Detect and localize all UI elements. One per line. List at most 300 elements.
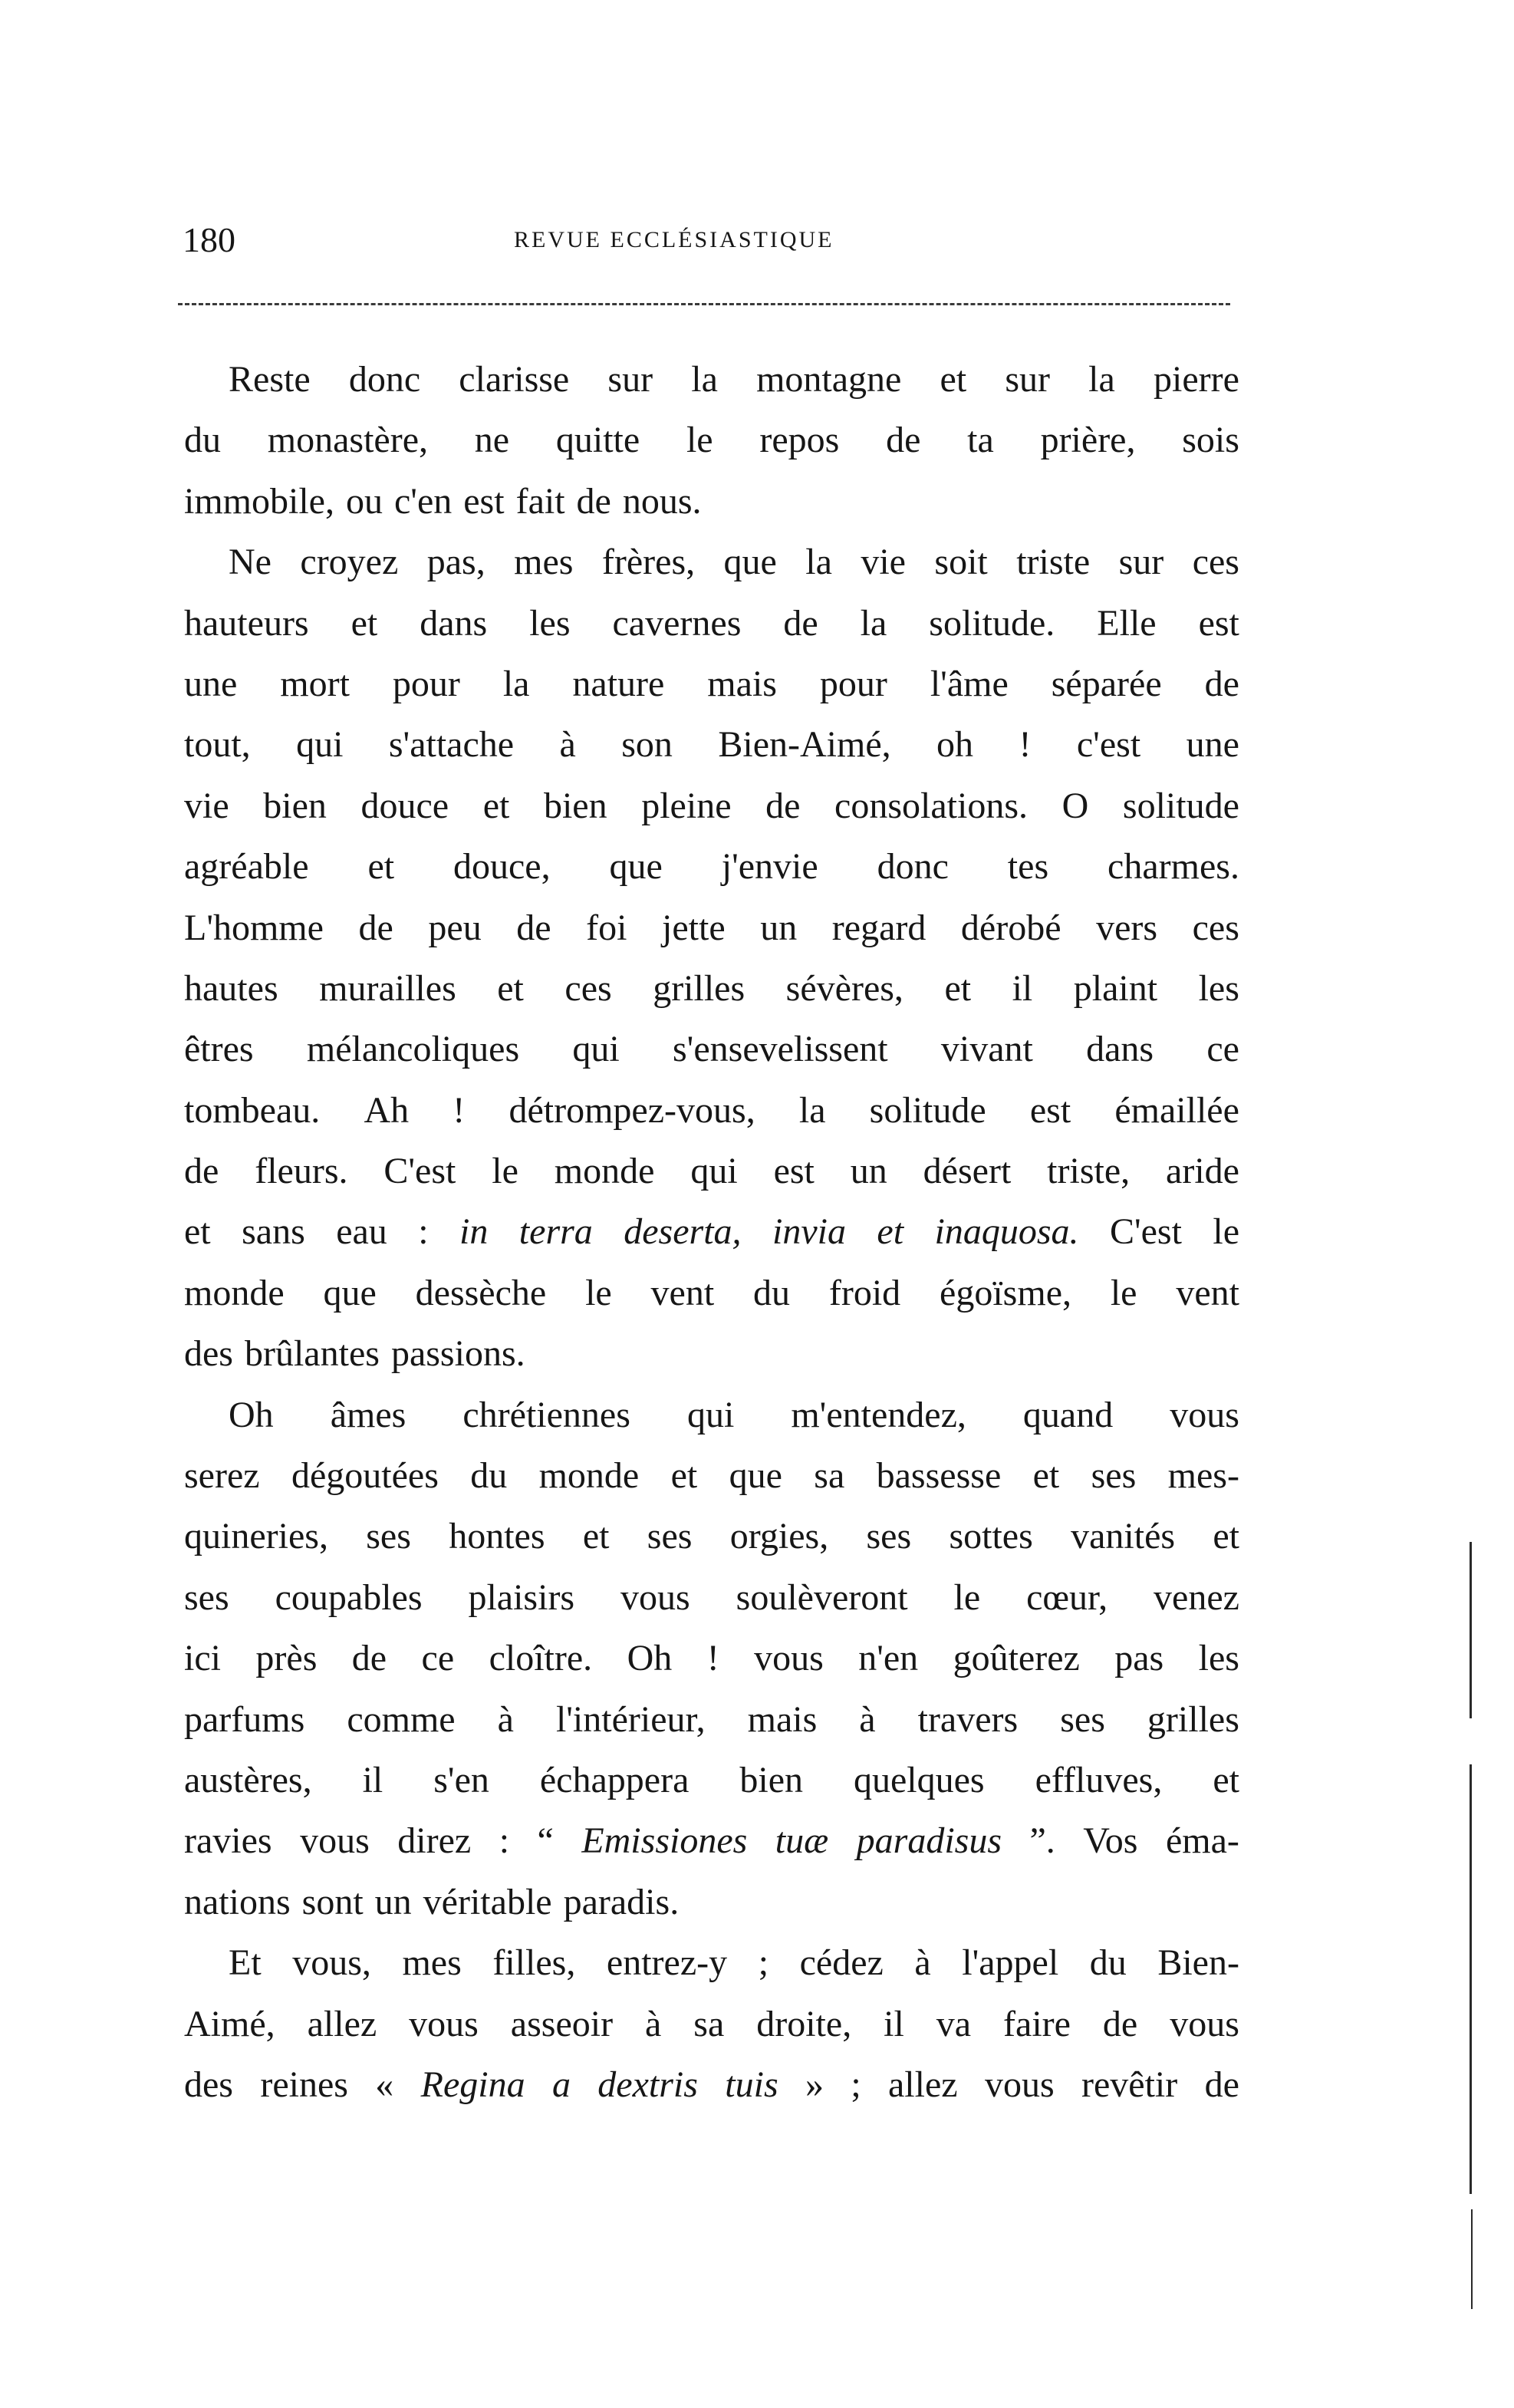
text-line [184, 958, 1239, 1019]
word: que [723, 542, 777, 583]
word: et [351, 602, 378, 644]
word: ou [345, 480, 383, 522]
word: échappera [539, 1759, 690, 1800]
word: s'en [433, 1759, 489, 1800]
word: émaillée [1114, 1089, 1239, 1131]
italic-word: tuæ [775, 1820, 829, 1862]
word: est [463, 480, 505, 522]
word: vous [1170, 1394, 1239, 1435]
word: vers [1096, 907, 1158, 948]
word: un [850, 1151, 887, 1192]
text-line [184, 776, 1239, 836]
word: sont [301, 1881, 364, 1922]
word: et [184, 1211, 211, 1253]
word: de [886, 420, 921, 461]
word: ses [366, 1516, 411, 1557]
word: des [184, 1333, 233, 1375]
word: désert [923, 1151, 1012, 1192]
word: l'âme [930, 663, 1009, 704]
word: solitude. [929, 602, 1055, 644]
word: ! [1019, 724, 1032, 766]
text-line [184, 1263, 1239, 1323]
word: fleurs. [255, 1151, 348, 1192]
word: faire [1003, 2003, 1071, 2044]
word: bien [263, 785, 327, 826]
text-line [184, 1567, 1239, 1628]
word: chrétiennes [462, 1394, 630, 1435]
word: serez [184, 1455, 260, 1497]
word: et [1213, 1516, 1239, 1557]
word: prière, [1040, 420, 1136, 461]
word: O [1061, 785, 1089, 826]
word: quitte [555, 420, 640, 461]
word: bien [543, 785, 607, 826]
word: ces [1192, 542, 1239, 583]
word: de [351, 1638, 387, 1679]
word: nous. [622, 480, 702, 522]
word: une [184, 663, 238, 704]
word: plaisirs [468, 1576, 575, 1618]
word: travers [917, 1698, 1019, 1740]
margin-scan-mark [1471, 2209, 1473, 2309]
word: de [516, 907, 551, 948]
italic-word: terra [518, 1211, 593, 1253]
word: ne [474, 420, 510, 461]
word: monde [554, 1151, 655, 1192]
word: hontes [449, 1516, 545, 1557]
word: ses [647, 1516, 693, 1557]
word: croyez [300, 542, 399, 583]
word: vous [1170, 2003, 1239, 2044]
word: les [1198, 1638, 1239, 1679]
word: pas, [426, 542, 485, 583]
word: oh [936, 724, 974, 766]
word: montagne [756, 359, 902, 400]
word: ces [564, 967, 612, 1009]
word: est [773, 1151, 815, 1192]
word: : [499, 1820, 510, 1862]
italic-word: paradisus [856, 1820, 1002, 1862]
word: Ah [364, 1089, 410, 1131]
text-line [184, 1323, 1239, 1384]
word: nature [572, 663, 665, 704]
text-line [184, 1810, 1239, 1871]
word: donc [348, 359, 421, 400]
text-line [184, 593, 1239, 654]
word: que [323, 1272, 377, 1313]
word: Bien-Aimé, [718, 724, 891, 766]
word: le [492, 1151, 518, 1192]
word: son [621, 724, 673, 766]
word: vous [754, 1638, 824, 1679]
word: douce [360, 785, 449, 826]
word: pour [392, 663, 460, 704]
italic-word: in [459, 1211, 489, 1253]
word: c'en [393, 480, 453, 522]
text-line [184, 1872, 1239, 1932]
word: ce [1206, 1029, 1239, 1070]
word: de [783, 602, 818, 644]
word: fait [515, 480, 565, 522]
word: à [497, 1698, 514, 1740]
word: égoïsme, [940, 1272, 1071, 1313]
word: sur [1005, 359, 1050, 400]
word: allez [888, 2064, 958, 2105]
text-line [184, 1385, 1239, 1445]
italic-word: a [551, 2064, 571, 2105]
word: parfums [184, 1698, 305, 1740]
word: de [184, 1151, 219, 1192]
text-line [184, 1201, 1239, 1262]
margin-scan-mark [1470, 1764, 1472, 2194]
italic-word: inaquosa. [934, 1211, 1079, 1253]
word: c'est [1076, 724, 1141, 766]
word: mais [707, 663, 777, 704]
word: et [482, 785, 510, 826]
word: austères, [184, 1759, 312, 1800]
word: pleine [641, 785, 732, 826]
word: mélancoliques [306, 1029, 520, 1070]
word: près [255, 1638, 318, 1679]
word: va [936, 2003, 972, 2044]
word: ses [866, 1516, 912, 1557]
word: sévères, [785, 967, 903, 1009]
word: Reste [229, 359, 311, 400]
word: il [362, 1759, 383, 1800]
word: frères, [601, 542, 696, 583]
text-line [184, 898, 1239, 958]
word: goûterez [953, 1638, 1080, 1679]
word: ses [1091, 1455, 1137, 1497]
italic-word: deserta, [624, 1211, 742, 1253]
word: froid [828, 1272, 901, 1313]
word: hauteurs [184, 602, 309, 644]
margin-scan-mark [1470, 1542, 1472, 1718]
word: et [1213, 1759, 1239, 1800]
word: vous [409, 2003, 479, 2044]
word: triste, [1047, 1151, 1131, 1192]
word: Bien- [1157, 1942, 1239, 1984]
word: l'intérieur, [555, 1698, 706, 1740]
word: droite, [756, 2003, 852, 2044]
word: de [765, 785, 801, 826]
word: mes [514, 542, 574, 583]
word: tes [1007, 846, 1049, 888]
text-line [184, 1628, 1239, 1688]
word: hautes [184, 967, 278, 1009]
word: et [497, 967, 524, 1009]
word: séparée [1051, 663, 1162, 704]
word: plaint [1073, 967, 1158, 1009]
word: cœur, [1026, 1576, 1108, 1618]
word: cédez [799, 1942, 884, 1984]
word: sottes [949, 1516, 1033, 1557]
word: les [1198, 967, 1239, 1009]
word: dans [1086, 1029, 1154, 1070]
word: vous [300, 1820, 370, 1862]
word: sa [693, 2003, 725, 2044]
word: du [184, 420, 221, 461]
word: j'envie [721, 846, 818, 888]
word: le [1213, 1211, 1239, 1253]
word: à [559, 724, 576, 766]
word: reines [260, 2064, 348, 2105]
italic-word: Regina [420, 2064, 525, 2105]
word: murailles [319, 967, 456, 1009]
word: à [645, 2003, 662, 2044]
word: vie [861, 542, 906, 583]
text-line [184, 1750, 1239, 1810]
text-line [184, 1689, 1239, 1750]
word: ! [706, 1638, 719, 1679]
text-line [184, 410, 1239, 470]
word: éma- [1165, 1820, 1239, 1862]
word: sans [242, 1211, 305, 1253]
running-title: REVUE ECCLÉSIASTIQUE [514, 227, 834, 252]
word: et [1032, 1455, 1060, 1497]
text-line [184, 1080, 1239, 1141]
word: peu [428, 907, 482, 948]
word: de [358, 907, 393, 948]
word: âmes [330, 1394, 406, 1435]
word: ! [453, 1089, 466, 1131]
word: vent [1176, 1272, 1239, 1313]
word: des [184, 2064, 233, 2105]
text-line [184, 836, 1239, 897]
word: vous [620, 1576, 690, 1618]
word: nations [184, 1881, 291, 1922]
word: n'en [858, 1638, 919, 1679]
word: regard [831, 907, 927, 948]
word: comme [347, 1698, 456, 1740]
word: passions. [390, 1333, 525, 1375]
word: grilles [653, 967, 745, 1009]
word: monastère, [267, 420, 429, 461]
word: m'entendez, [791, 1394, 966, 1435]
word: dessèche [415, 1272, 547, 1313]
word: la [1088, 359, 1115, 400]
word: jette [662, 907, 726, 948]
word: cavernes [612, 602, 742, 644]
word: Aimé, [184, 2003, 275, 2044]
word: effluves, [1035, 1759, 1163, 1800]
word: qui [686, 1394, 735, 1435]
word: une [1186, 724, 1239, 766]
word: et [367, 846, 395, 888]
word: la [691, 359, 718, 400]
word: Oh [229, 1394, 274, 1435]
word: venez [1154, 1576, 1239, 1618]
text-line [184, 2054, 1239, 2115]
word: à [859, 1698, 876, 1740]
word: monde [184, 1272, 285, 1313]
word: : [418, 1211, 429, 1253]
text-line [184, 1994, 1239, 2054]
word: un [374, 1881, 412, 1922]
word: solitude [1122, 785, 1239, 826]
word: donc [877, 846, 949, 888]
word: vent [650, 1272, 715, 1313]
word: s'ensevelissent [673, 1029, 888, 1070]
word: ; [758, 1942, 769, 1984]
body-text [184, 349, 1239, 2115]
word: repos [759, 420, 840, 461]
word: tombeau. [184, 1089, 321, 1131]
word: le [1110, 1272, 1137, 1313]
word: ce [421, 1638, 455, 1679]
word: que [609, 846, 663, 888]
word: brûlantes [244, 1333, 380, 1375]
word: soit [934, 542, 988, 583]
word: ici [184, 1638, 221, 1679]
word: charmes. [1108, 846, 1239, 888]
word: l'appel [962, 1942, 1059, 1984]
word: il [1012, 967, 1033, 1009]
word: vie [184, 785, 229, 826]
word: pas [1114, 1638, 1164, 1679]
page-number: 180 [183, 220, 235, 259]
word: détrompez-vous, [509, 1089, 755, 1131]
word: ces [1192, 907, 1239, 948]
italic-word: et [877, 1211, 904, 1253]
word: tout, [184, 724, 251, 766]
word: ses [1060, 1698, 1105, 1740]
word: quineries, [184, 1516, 328, 1557]
text-line [184, 1932, 1239, 1993]
word: de [1204, 2064, 1239, 2105]
word: mais [747, 1698, 818, 1740]
word: et [940, 359, 967, 400]
word: s'attache [388, 724, 515, 766]
word: monde [538, 1455, 640, 1497]
word: du [470, 1455, 508, 1497]
word: qui [296, 724, 344, 766]
word: vivant [940, 1029, 1033, 1070]
word: dégoutées [291, 1455, 439, 1497]
word: immobile, [184, 480, 334, 522]
word: et [670, 1455, 698, 1497]
word: ; [851, 2064, 861, 2105]
word: pierre [1153, 359, 1239, 400]
word: orgies, [729, 1516, 829, 1557]
word: le [953, 1576, 981, 1618]
header-rule [178, 303, 1230, 305]
word: mes- [1167, 1455, 1239, 1497]
word: quand [1022, 1394, 1114, 1435]
word: le [686, 420, 713, 461]
text-line [184, 1445, 1239, 1506]
word: qui [572, 1029, 620, 1070]
word: le [585, 1272, 612, 1313]
word: du [753, 1272, 791, 1313]
text-line [184, 532, 1239, 592]
word: coupables [275, 1576, 423, 1618]
word: asseoir [510, 2003, 614, 2044]
text-line [184, 714, 1239, 775]
text-line [184, 654, 1239, 714]
word: à [914, 1942, 931, 1984]
word: Vos [1083, 1820, 1138, 1862]
word: Elle [1097, 602, 1157, 644]
word: est [1198, 602, 1239, 644]
word: entrez-y [606, 1942, 728, 1984]
word: « [375, 2064, 394, 2105]
text-line [184, 1506, 1239, 1566]
word: filles, [492, 1942, 576, 1984]
word: paradis. [563, 1881, 680, 1922]
word: sa [814, 1455, 845, 1497]
word: que [729, 1455, 782, 1497]
word: vanités [1071, 1516, 1176, 1557]
word: la [805, 542, 832, 583]
word: ravies [184, 1820, 272, 1862]
word: est [1029, 1089, 1071, 1131]
word: vous, [292, 1942, 371, 1984]
word: la [860, 602, 887, 644]
word: C'est [1109, 1211, 1182, 1253]
word: vous [984, 2064, 1055, 2105]
text-line [184, 471, 1239, 532]
word: mes [402, 1942, 462, 1984]
word: consolations. [834, 785, 1029, 826]
word: quelques [853, 1759, 985, 1800]
word: cloître. [489, 1638, 593, 1679]
word: grilles [1147, 1698, 1239, 1740]
word: pour [819, 663, 887, 704]
word: solitude [869, 1089, 986, 1131]
word: douce, [453, 846, 551, 888]
word: du [1089, 1942, 1127, 1984]
word: sur [607, 359, 653, 400]
word: » [805, 2064, 824, 2105]
word: eau [336, 1211, 387, 1253]
word: agréable [184, 846, 309, 888]
italic-word: dextris [597, 2064, 698, 2105]
word: bassesse [876, 1455, 1002, 1497]
word: de [1102, 2003, 1138, 2044]
word: dans [420, 602, 488, 644]
word: il [884, 2003, 904, 2044]
word: foi [586, 907, 627, 948]
word: dérobé [960, 907, 1061, 948]
italic-word: Emissiones [581, 1820, 748, 1862]
word: êtres [184, 1029, 254, 1070]
word: L'homme [184, 907, 324, 948]
word: revêtir [1081, 2064, 1178, 2105]
italic-word: tuis [725, 2064, 778, 2105]
word: et [582, 1516, 610, 1557]
word: de [576, 480, 611, 522]
word: Ne [229, 542, 272, 583]
word: de [1204, 663, 1239, 704]
word: “ [537, 1820, 554, 1862]
word: C'est [383, 1151, 456, 1192]
word: soulèveront [736, 1576, 908, 1618]
word: bien [739, 1759, 803, 1800]
text-line [184, 1141, 1239, 1201]
word: direz [397, 1820, 472, 1862]
word: ta [967, 420, 994, 461]
text-line [184, 1019, 1239, 1079]
word: sur [1118, 542, 1164, 583]
word: qui [690, 1151, 738, 1192]
word: la [502, 663, 530, 704]
word: mort [280, 663, 350, 704]
italic-word: invia [772, 1211, 846, 1253]
word: Oh [627, 1638, 673, 1679]
word: allez [307, 2003, 377, 2044]
word: clarisse [459, 359, 570, 400]
